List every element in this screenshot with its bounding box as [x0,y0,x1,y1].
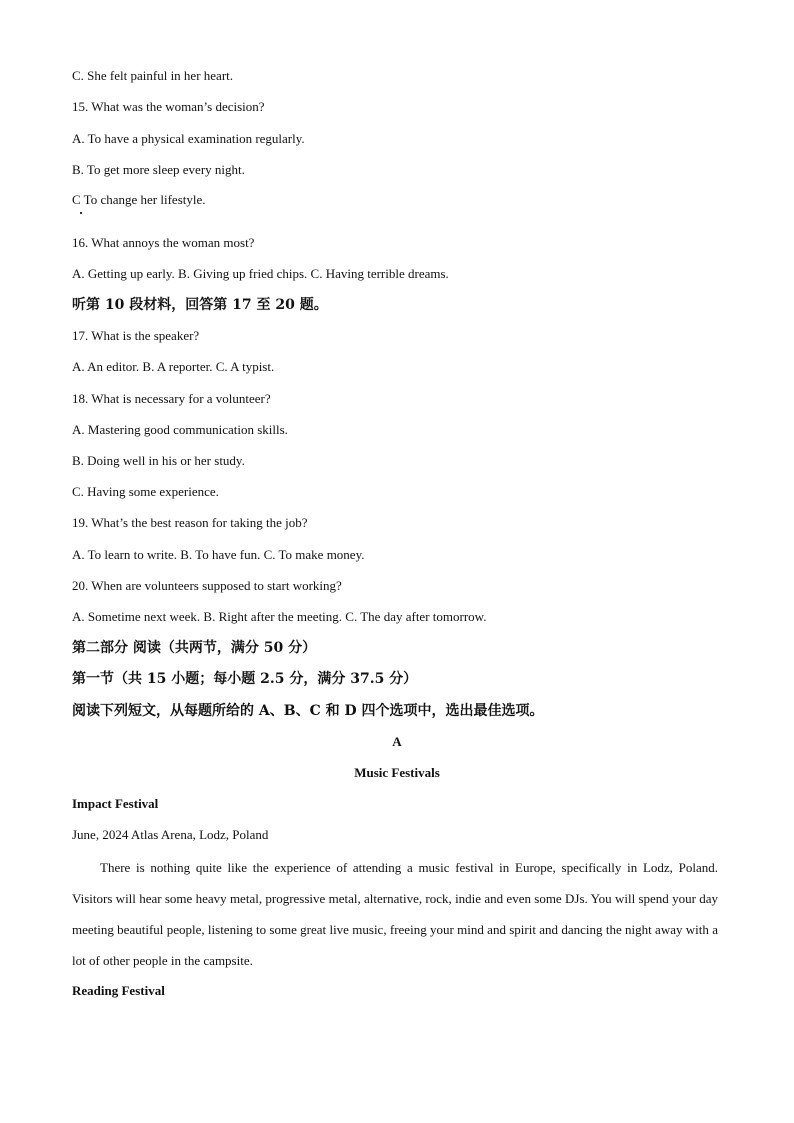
passage-title: Music Festivals [354,765,440,780]
option-18a: A. Mastering good communication skills. [72,422,288,437]
passage-label: A [392,734,402,749]
question-15: 15. What was the woman’s decision? [72,99,265,114]
question-19: 19. What’s the best reason for taking the job? [72,515,308,530]
options-17: A. An editor. B. A reporter. C. A typist. [72,359,275,374]
option-14c: C. She felt painful in her heart. [72,68,234,83]
option-18c: C. Having some experience. [72,484,219,499]
section-instruction-17-20: 听第 10 段材料，回答第 17 至 20 题。 [72,297,328,313]
question-18: 18. What is necessary for a volunteer? [72,391,271,406]
option-15c: C To change her lifestyle. [72,192,206,207]
option-18b: B. Doing well in his or her study. [72,453,245,468]
options-16: A. Getting up early. B. Giving up fried chips. C. Having terrible dreams. [72,266,449,281]
impact-festival-heading: Impact Festival [72,796,159,811]
question-16: 16. What annoys the woman most? [72,235,255,250]
question-20: 20. When are volunteers supposed to start working? [72,578,342,593]
reading-instruction: 阅读下列短文，从每题所给的 A、B、C 和 D 四个选项中，选出最佳选项。 [72,703,544,719]
impact-festival-paragraph: There is nothing quite like the experience of attending a music festival in Europe, specifically in Lodz, Poland. Visitors will hear some heavy metal, progressive metal, alternative, rock, indie and even some DJs. You will spend your day meeting beautiful people, listening to some great live music, freeing your mind and spirit and dancing the night away with a lot of other people in the campsite. [72,860,718,968]
option-15b: B. To get more sleep every night. [72,162,245,177]
section-one-heading: 第一节（共 15 小题；每小题 2.5 分，满分 37.5 分） [72,671,418,687]
option-15a: A. To have a physical examination regularly. [72,131,305,146]
reading-festival-heading: Reading Festival [72,983,165,998]
part-two-heading: 第二部分 阅读（共两节，满分 50 分） [72,640,317,656]
options-19: A. To learn to write. B. To have fun. C. To make money. [72,547,365,562]
impact-festival-meta: June, 2024 Atlas Arena, Lodz, Poland [72,827,269,842]
stray-dot [80,212,82,214]
options-20: A. Sometime next week. B. Right after the meeting. C. The day after tomorrow. [72,609,487,624]
question-17: 17. What is the speaker? [72,328,200,343]
